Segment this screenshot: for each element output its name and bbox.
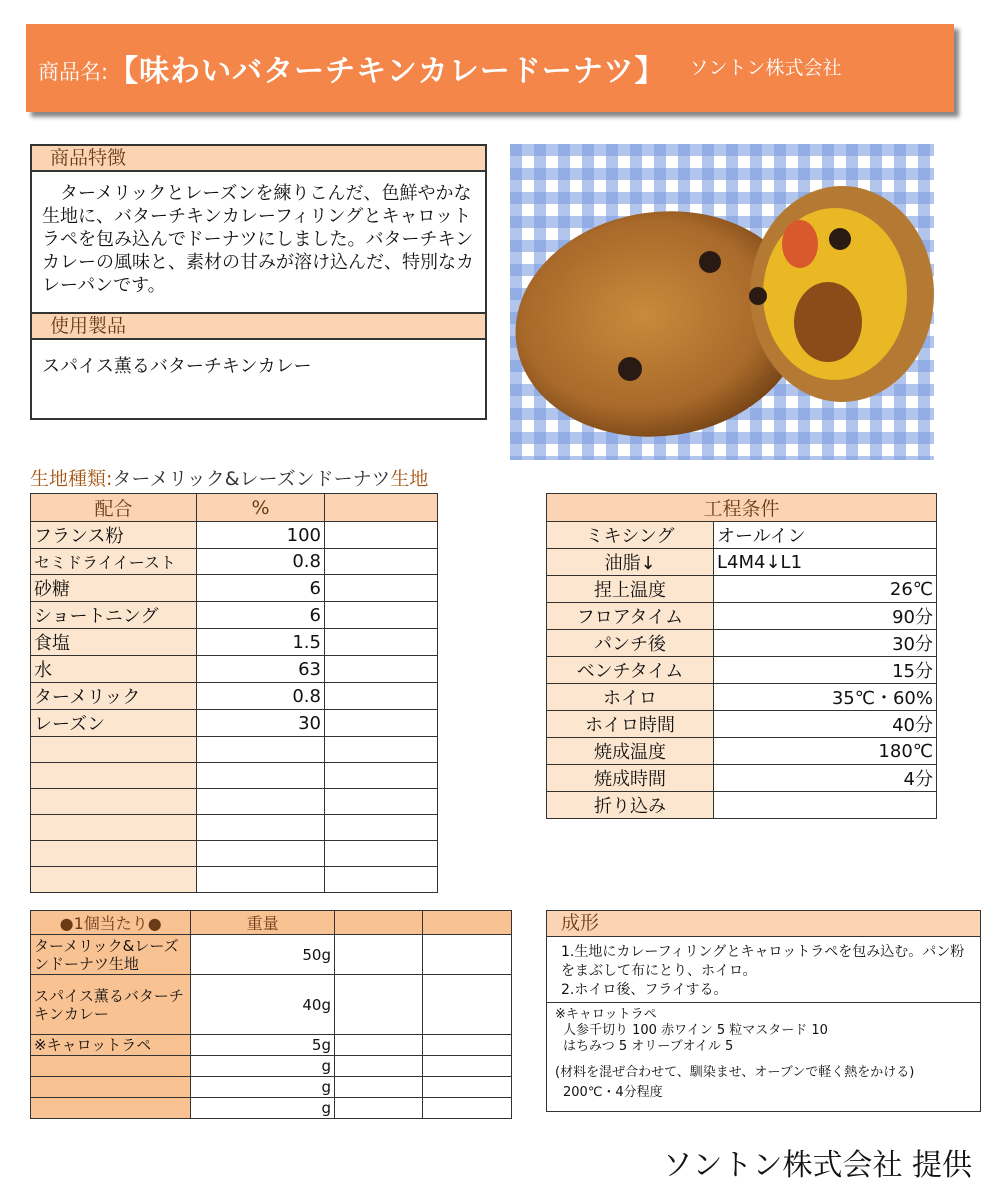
- process-value: 40分: [714, 711, 937, 738]
- shaping-step: 1.生地にカレーフィリングとキャロットラペを包み込む。パン粉をまぶして布にとり、ホイロ。: [561, 944, 965, 979]
- table-row: [31, 1035, 512, 1056]
- table-row: [547, 603, 937, 630]
- dough-type-prefix: 生地種類:: [30, 468, 113, 490]
- ingredient-name: フランス粉: [31, 522, 197, 549]
- piece-item: ※キャロットラペ: [31, 1035, 191, 1056]
- table-row: [31, 975, 512, 1035]
- recipe-header-row: [31, 494, 438, 522]
- piece-weight: 5g: [191, 1035, 335, 1056]
- dough-type-title: [30, 464, 428, 491]
- shaping-heading: 成形: [547, 911, 980, 937]
- piece-item: ターメリック&レーズンドーナツ生地: [31, 935, 191, 975]
- process-value: L4M4↓L1: [714, 549, 937, 576]
- ingredient-name: セミドライイースト: [31, 549, 197, 575]
- process-step: 油脂↓: [547, 549, 714, 576]
- table-row: [547, 711, 937, 738]
- process-value: 4分: [714, 765, 937, 792]
- features-text: ターメリックとレーズンを練りこんだ、色鮮やかな生地に、バターチキンカレーフィリングとキャロットラペを包み込んでドーナツにしました。バターチキンカレーの風味と、素材の甘みが溶け込んだ、特別なカレーパンです。: [42, 183, 474, 296]
- ingredient-percent: 0.8: [197, 549, 325, 575]
- ingredient-name: ショートニング: [31, 602, 197, 629]
- table-row: [547, 738, 937, 765]
- ingredient-percent: 100: [197, 522, 325, 549]
- ingredient-percent: 63: [197, 656, 325, 683]
- table-row: [547, 792, 937, 819]
- table-row: [31, 815, 438, 841]
- product-name-label: 商品名:: [38, 60, 109, 84]
- recipe-header-ingredient: 配合: [31, 494, 197, 522]
- process-header-row: [547, 494, 937, 522]
- table-row: [31, 575, 438, 602]
- table-row: [31, 867, 438, 893]
- ingredient-percent: 1.5: [197, 629, 325, 656]
- process-step: フロアタイム: [547, 603, 714, 630]
- product-name: 【味わいバターチキンカレードーナツ】: [108, 54, 666, 89]
- note-method: (材料を混ぜ合わせて、馴染ませ、オーブンで軽く熱をかける): [555, 1065, 915, 1080]
- table-row: [547, 522, 937, 549]
- ingredient-percent: 6: [197, 602, 325, 629]
- process-step: 焼成時間: [547, 765, 714, 792]
- table-row: [31, 1077, 512, 1098]
- table-row: [31, 683, 438, 710]
- table-row: [31, 935, 512, 975]
- table-row: [31, 522, 438, 549]
- process-step: 焼成温度: [547, 738, 714, 765]
- used-products-box: [30, 312, 487, 420]
- process-value: 180℃: [714, 738, 937, 765]
- used-products-heading: 使用製品: [32, 314, 485, 340]
- table-row: [31, 1098, 512, 1119]
- process-step: 折り込み: [547, 792, 714, 819]
- table-row: [31, 656, 438, 683]
- ingredient-percent: 0.8: [197, 683, 325, 710]
- table-row: [547, 576, 937, 603]
- table-row: [547, 657, 937, 684]
- table-row: [31, 549, 438, 575]
- process-step: ミキシング: [547, 522, 714, 549]
- process-value: オールイン: [714, 522, 937, 549]
- process-value: 90分: [714, 603, 937, 630]
- table-row: [547, 765, 937, 792]
- process-table: [546, 493, 937, 819]
- ingredient-name: 食塩: [31, 629, 197, 656]
- note-bake: 200℃・4分程度: [563, 1085, 663, 1100]
- table-row: [31, 789, 438, 815]
- ingredient-name: レーズン: [31, 710, 197, 737]
- piece-weight: 50g: [191, 935, 335, 975]
- table-row: [547, 630, 937, 657]
- used-products-text: スパイス薫るバターチキンカレー: [42, 356, 312, 377]
- piece-weight: 40g: [191, 975, 335, 1035]
- process-value: 26℃: [714, 576, 937, 603]
- ingredient-percent: 6: [197, 575, 325, 602]
- piece-header-row: [31, 911, 512, 935]
- table-row: [31, 841, 438, 867]
- footer-credit: ソントン株式会社 提供: [662, 1148, 972, 1183]
- dough-type-suffix: 生地: [390, 468, 429, 490]
- process-value: 30分: [714, 630, 937, 657]
- note-title: ※キャロットラペ: [555, 1007, 657, 1022]
- process-step: ホイロ時間: [547, 711, 714, 738]
- recipe-table: [30, 493, 438, 893]
- company-name: ソントン株式会社: [689, 56, 842, 79]
- product-photo: [510, 144, 934, 460]
- carrot-rapee-note: [547, 1003, 980, 1101]
- process-step: パンチ後: [547, 630, 714, 657]
- table-row: [31, 1056, 512, 1077]
- process-value: 15分: [714, 657, 937, 684]
- title-banner: [26, 24, 954, 112]
- table-row: [31, 737, 438, 763]
- table-row: [31, 602, 438, 629]
- ingredient-percent: 30: [197, 710, 325, 737]
- shaping-step: 2.ホイロ後、フライする。: [561, 982, 728, 998]
- features-heading: 商品特徴: [32, 146, 485, 172]
- process-step: 捏上温度: [547, 576, 714, 603]
- shaping-steps: [547, 937, 980, 1003]
- piece-header-weight: 重量: [191, 911, 335, 935]
- ingredient-name: 水: [31, 656, 197, 683]
- table-row: [547, 549, 937, 576]
- note-line: 人参千切り 100 赤ワイン 5 粒マスタード 10: [563, 1023, 828, 1038]
- table-row: [31, 763, 438, 789]
- process-value: 35℃・60%: [714, 684, 937, 711]
- process-value: [714, 792, 937, 819]
- recipe-header-extra: [325, 494, 438, 522]
- table-row: [547, 684, 937, 711]
- table-row: [31, 629, 438, 656]
- per-piece-table: [30, 910, 512, 1119]
- process-heading: 工程条件: [547, 494, 937, 522]
- dough-type-name: ターメリック&レーズンドーナツ: [112, 468, 391, 490]
- ingredient-name: 砂糖: [31, 575, 197, 602]
- piece-weight: g: [191, 1098, 335, 1119]
- piece-header-item: ●1個当たり●: [31, 911, 191, 935]
- note-line: はちみつ 5 オリーブオイル 5: [563, 1039, 734, 1054]
- piece-weight: g: [191, 1056, 335, 1077]
- recipe-header-percent: %: [197, 494, 325, 522]
- piece-item: スパイス薫るバターチキンカレー: [31, 975, 191, 1035]
- ingredient-name: ターメリック: [31, 683, 197, 710]
- process-step: ホイロ: [547, 684, 714, 711]
- piece-weight: g: [191, 1077, 335, 1098]
- table-row: [31, 710, 438, 737]
- process-step: ベンチタイム: [547, 657, 714, 684]
- shaping-box: [546, 910, 981, 1112]
- features-box: [30, 144, 487, 314]
